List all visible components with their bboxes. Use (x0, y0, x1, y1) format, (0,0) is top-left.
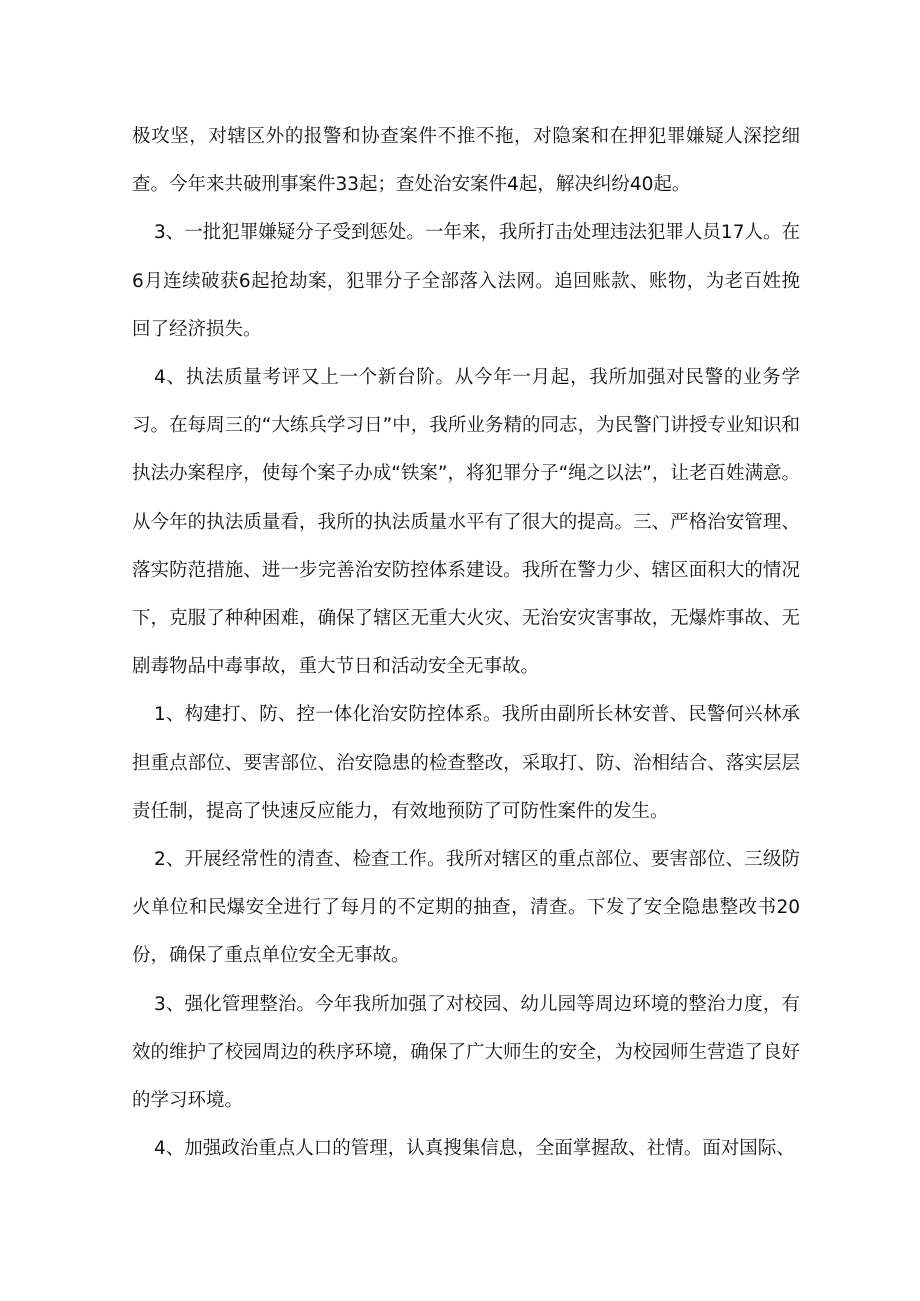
paragraph: 极攻坚，对辖区外的报警和协查案件不推不拖，对隐案和在押犯罪嫌疑人深挖细查。今年来共破刑事案件33起；查处治安案件4起，解决纠纷40起。 (132, 126, 800, 196)
paragraph: 4、加强政治重点人口的管理，认真搜集信息，全面掌握敌、社情。面对国际、 (154, 1138, 795, 1160)
document-body (132, 113, 800, 1173)
paragraph: 1、构建打、防、控一体化治安防控体系。我所由副所长林安普、民警何兴林承担重点部位、要害部位、治安隐患的检查整改，采取打、防、治相结合、落实层层责任制，提高了快速反应能力，有效地预防了可防性案件的发生。 (132, 704, 800, 822)
paragraph: 3、强化管理整治。今年我所加强了对校园、幼儿园等周边环境的整治力度，有效的维护了校园周边的秩序环境，确保了广大师生的安全，为校园师生营造了良好的学习环境。 (132, 993, 800, 1112)
paragraph: 4、执法质量考评又上一个新台阶。从今年一月起，我所加强对民警的业务学习。在每周三的“大练兵学习日”中，我所业务精的同志，为民警门讲授专业知识和执法办案程序，使每个案子办成“铁案”，将犯罪分子“绳之以法”，让老百姓满意。从今年的执法质量看，我所的执法质量水平有了很大的提高。三、严格治安管理、落实防范措施、进一步完善治安防控体系建设。我所在警力少、辖区面积大的情况下，克服了种种困难，确保了辖区无重大火灾、无治安灾害事故，无爆炸事故、无剧毒物品中毒事故，重大节日和活动安全无事故。 (132, 367, 800, 678)
paragraph: 3、一批犯罪嫌疑分子受到惩处。一年来，我所打击处理违法犯罪人员17人。在6月连续破获6起抢劫案，犯罪分子全部落入法网。追回账款、账物，为老百姓挽回了经济损失。 (132, 222, 800, 340)
paragraph: 2、开展经常性的清查、检查工作。我所对辖区的重点部位、要害部位、三级防火单位和民爆安全进行了每月的不定期的抽查，清查。下发了安全隐患整改书20份，确保了重点单位安全无事故。 (132, 849, 800, 967)
